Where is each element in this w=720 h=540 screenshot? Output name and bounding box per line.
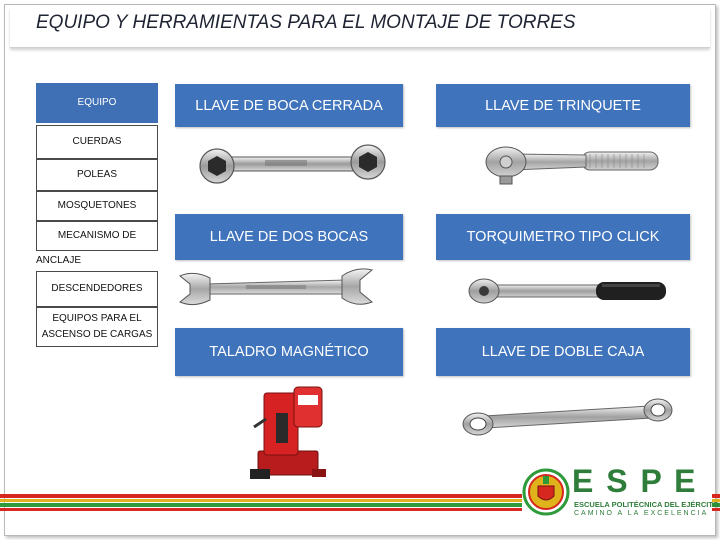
tool-card-torquimetro[interactable]: TORQUIMETRO TIPO CLICK [436, 214, 690, 260]
espe-logo [522, 462, 719, 522]
slide-title: EQUIPO Y HERRAMIENTAS PARA EL MONTAJE DE TORRES [36, 12, 576, 33]
open-end-wrench-icon [176, 268, 376, 312]
espe-institution: ESCUELA POLITÉCNICA DEL EJÉRCITO [574, 500, 719, 509]
menu-item-ascenso-line1: EQUIPOS PARA EL [52, 313, 142, 324]
menu-item-ascenso-line2: ASCENSO DE CARGAS [41, 329, 153, 340]
tool-card-doble-caja[interactable]: LLAVE DE DOBLE CAJA [436, 328, 690, 376]
espe-letters: E S P E [572, 463, 698, 499]
menu-item-anclaje[interactable]: ANCLAJE [36, 255, 82, 266]
menu-item-mecanismo[interactable]: MECANISMO DE [36, 221, 158, 251]
tool-card-dos-bocas[interactable]: LLAVE DE DOS BOCAS [175, 214, 403, 260]
tool-card-trinquete[interactable]: LLAVE DE TRINQUETE [436, 84, 690, 127]
menu-item-cuerdas[interactable]: CUERDAS [36, 125, 158, 159]
box-end-wrench-icon [195, 140, 390, 190]
menu-item-equipo[interactable]: EQUIPO [36, 83, 158, 123]
double-box-wrench-icon [460, 398, 674, 438]
menu-item-poleas[interactable]: POLEAS [36, 159, 158, 191]
torque-wrench-icon [466, 276, 670, 306]
espe-motto: CAMINO A LA EXCELENCIA [574, 510, 709, 517]
menu-item-mosquetones[interactable]: MOSQUETONES [36, 191, 158, 221]
menu-item-descendedores[interactable]: DESCENDEDORES [36, 271, 158, 307]
tool-card-taladro[interactable]: TALADRO MAGNÉTICO [175, 328, 403, 376]
ratchet-wrench-icon [482, 140, 664, 186]
magnetic-drill-icon [250, 383, 332, 481]
menu-item-ascenso[interactable] [36, 307, 158, 347]
tool-card-boca-cerrada[interactable]: LLAVE DE BOCA CERRADA [175, 84, 403, 127]
